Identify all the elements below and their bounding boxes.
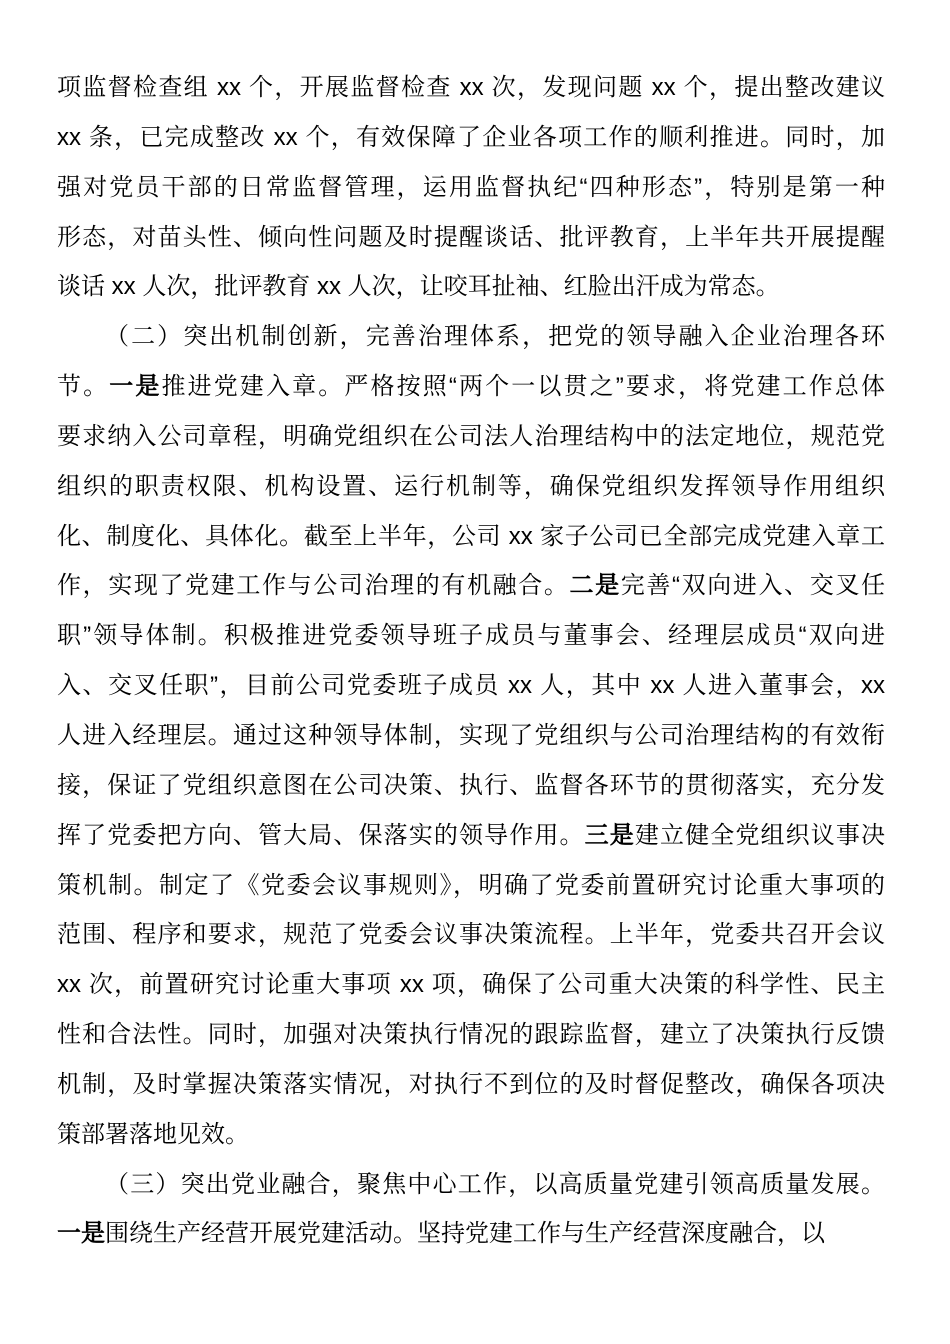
body-text: 性和合法性。同时，加强对决策执行情况的跟踪监督，建立了决策执行反馈 — [57, 1021, 885, 1049]
body-text: 强对党员干部的日常监督管理，运用监督执纪“四种形态”，特别是第一种 — [57, 173, 885, 201]
text-line — [57, 861, 885, 911]
body-text: （三）突出党业融合，聚焦中心工作，以高质量党建引领高质量发展。 — [105, 1170, 885, 1198]
text-line — [57, 711, 885, 761]
text-line — [57, 960, 885, 1010]
text-line — [57, 661, 885, 711]
text-line — [57, 462, 885, 512]
body-text: 组织的职责权限、机构设置、运行机制等，确保党组织发挥领导作用组织 — [57, 472, 885, 500]
body-text: 策机制。制定了《党委会议事规则》，明确了党委前置研究讨论重大事项的 — [57, 871, 885, 899]
text-line — [57, 362, 885, 412]
body-text: 机制，及时掌握决策落实情况，对执行不到位的及时督促整改，确保各项决 — [57, 1070, 885, 1098]
body-text: 人进入经理层。通过这种领导体制，实现了党组织与公司治理结构的有效衔 — [57, 721, 885, 749]
document-text — [57, 63, 885, 1259]
emphasis-text: 一是 — [57, 1220, 105, 1248]
text-line — [57, 561, 885, 611]
emphasis-text: 二是 — [569, 572, 621, 600]
text-line — [57, 1110, 885, 1160]
text-line — [57, 1060, 885, 1110]
text-line — [57, 611, 885, 661]
text-line — [57, 312, 885, 362]
body-text: 化、制度化、具体化。截至上半年，公司 xx 家子公司已全部完成党建入章工 — [57, 522, 885, 550]
text-line — [57, 910, 885, 960]
body-text: 项监督检查组 xx 个，开展监督检查 xx 次，发现问题 xx 个，提出整改建议 — [57, 74, 885, 101]
body-text: xx 次，前置研究讨论重大事项 xx 项，确保了公司重大决策的科学性、民主 — [57, 971, 885, 999]
body-text: 节。 — [57, 373, 110, 401]
text-line — [57, 1160, 885, 1210]
text-line — [57, 262, 885, 312]
body-text: 范围、程序和要求，规范了党委会议事决策流程。上半年，党委共召开会议 — [57, 921, 885, 949]
body-text: xx 条，已完成整改 xx 个，有效保障了企业各项工作的顺利推进。同时，加 — [57, 123, 885, 151]
emphasis-text: 三是 — [584, 821, 635, 849]
text-line — [57, 213, 885, 263]
body-text: 围绕生产经营开展党建活动。坚持党建工作与生产经营深度融合，以 — [105, 1220, 825, 1248]
body-text: （二）突出机制创新，完善治理体系，把党的领导融入企业治理各环 — [105, 323, 885, 351]
body-text: 谈话 xx 人次，批评教育 xx 人次，让咬耳扯袖、红脸出汗成为常态。 — [57, 273, 780, 301]
body-text: 建立健全党组织议事决 — [634, 821, 885, 849]
text-line — [57, 811, 885, 861]
text-line — [57, 412, 885, 462]
body-text: 策部署落地见效。 — [57, 1120, 249, 1148]
text-line — [57, 63, 885, 113]
body-text: 接，保证了党组织意图在公司决策、执行、监督各环节的贯彻落实，充分发 — [57, 771, 885, 799]
body-text: 完善“双向进入、交叉任 — [620, 572, 885, 600]
body-text: 推进党建入章。严格按照“两个一以贯之”要求，将党建工作总体 — [161, 373, 885, 401]
text-line — [57, 113, 885, 163]
text-line — [57, 1209, 885, 1259]
text-line — [57, 163, 885, 213]
text-line — [57, 761, 885, 811]
body-text: 入、交叉任职”，目前公司党委班子成员 xx 人，其中 xx 人进入董事会，xx — [57, 672, 885, 700]
body-text: 要求纳入公司章程，明确党组织在公司法人治理结构中的法定地位，规范党 — [57, 422, 885, 450]
emphasis-text: 一是 — [109, 373, 162, 401]
text-line — [57, 1010, 885, 1060]
text-line — [57, 512, 885, 562]
body-text: 形态，对苗头性、倾向性问题及时提醒谈话、批评教育，上半年共开展提醒 — [57, 223, 885, 251]
body-text: 职”领导体制。积极推进党委领导班子成员与董事会、经理层成员“双向进 — [57, 622, 885, 650]
body-text: 作，实现了党建工作与公司治理的有机融合。 — [57, 572, 570, 600]
body-text: 挥了党委把方向、管大局、保落实的领导作用。 — [57, 821, 585, 849]
